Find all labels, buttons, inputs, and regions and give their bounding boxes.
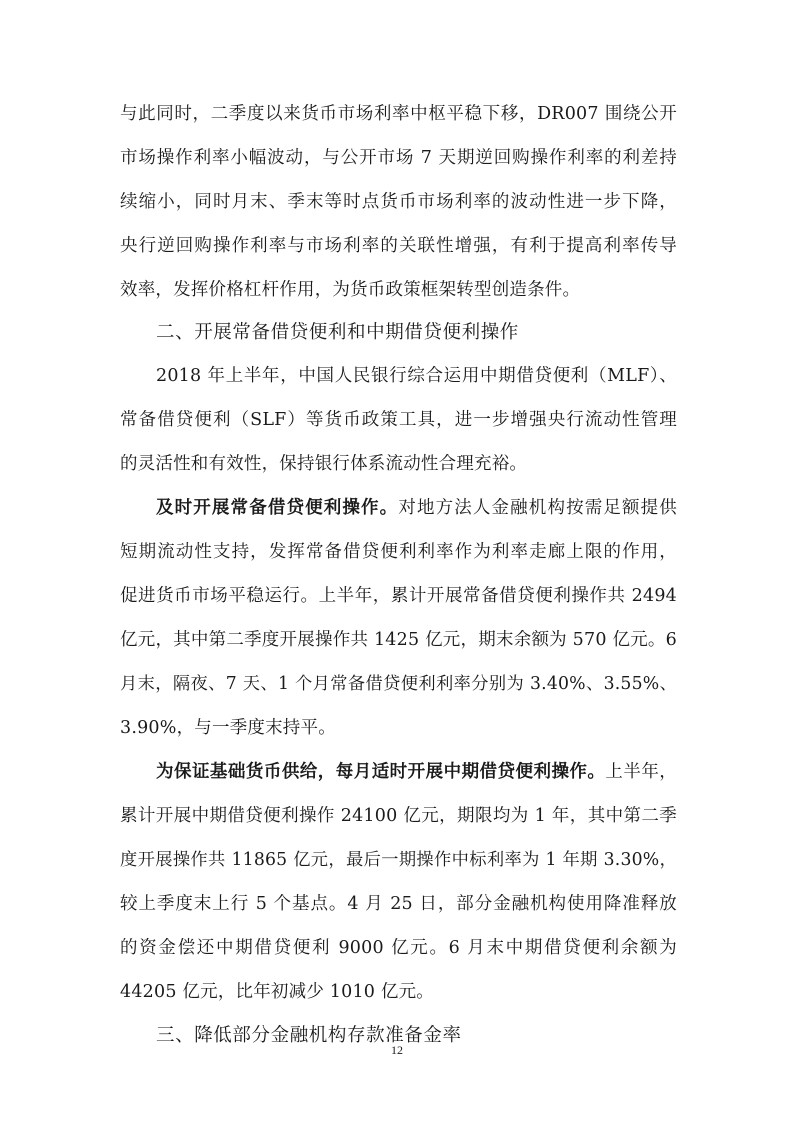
section-heading: 三、降低部分金融机构存款准备金率 <box>156 1025 462 1046</box>
paragraph-line: 央行逆回购操作利率与市场利率的关联性增强，有利于提高利率传导 <box>120 236 677 256</box>
paragraph-line: 常备借贷便利（SLF）等货币政策工具，进一步增强央行流动性管理 <box>120 410 677 430</box>
paragraph-text: 对地方法人金融机构按需足额提供 <box>398 498 677 518</box>
section-heading: 二、开展常备借贷便利和中期借贷便利操作 <box>156 322 519 343</box>
paragraph-first-line <box>156 496 677 520</box>
paragraph-line: 的灵活性和有效性，保持银行体系流动性合理充裕。 <box>120 454 528 474</box>
paragraph-line: 短期流动性支持，发挥常备借贷便利利率作为利率走廊上限的作用， <box>120 542 677 562</box>
paragraph-line: 度开展操作共 11865 亿元，最后一期操作中标利率为 1 年期 3.30%， <box>120 850 677 870</box>
paragraph-line: 累计开展中期借贷便利操作 24100 亿元，期限均为 1 年，其中第二季 <box>120 806 677 826</box>
paragraph-line: 续缩小，同时月末、季末等时点货币市场利率的波动性进一步下降， <box>120 192 677 212</box>
paragraph-line: 市场操作利率小幅波动，与公开市场 7 天期逆回购操作利率的利差持 <box>120 148 677 168</box>
paragraph-first-line <box>156 760 677 784</box>
paragraph-line: 效率，发挥价格杠杆作用，为货币政策框架转型创造条件。 <box>120 280 581 300</box>
paragraph-line: 44205 亿元，比年初减少 1010 亿元。 <box>120 982 434 1002</box>
paragraph-line: 3.90%，与一季度末持平。 <box>120 718 336 738</box>
paragraph-line: 与此同时，二季度以来货币市场利率中枢平稳下移，DR007 围绕公开 <box>120 104 677 124</box>
paragraph-line: 的资金偿还中期借贷便利 9000 亿元。6 月末中期借贷便利余额为 <box>120 938 677 958</box>
paragraph-line: 2018 年上半年，中国人民银行综合运用中期借贷便利（MLF）、 <box>156 366 677 386</box>
paragraph-line: 促进货币市场平稳运行。上半年，累计开展常备借贷便利操作共 2494 <box>120 586 677 606</box>
paragraph-line: 亿元，其中第二季度开展操作共 1425 亿元，期末余额为 570 亿元。6 <box>120 630 677 650</box>
page-number: 12 <box>391 1043 403 1057</box>
paragraph-line: 月末，隔夜、7 天、1 个月常备借贷便利利率分别为 3.40%、3.55%、 <box>120 674 677 694</box>
paragraph-text: 上半年， <box>605 762 677 782</box>
bold-lead: 为保证基础货币供给，每月适时开展中期借贷便利操作。 <box>156 762 606 782</box>
bold-lead: 及时开展常备借贷便利操作。 <box>156 498 399 518</box>
paragraph-line: 较上季度末上行 5 个基点。4 月 25 日，部分金融机构使用降准释放 <box>120 894 677 914</box>
